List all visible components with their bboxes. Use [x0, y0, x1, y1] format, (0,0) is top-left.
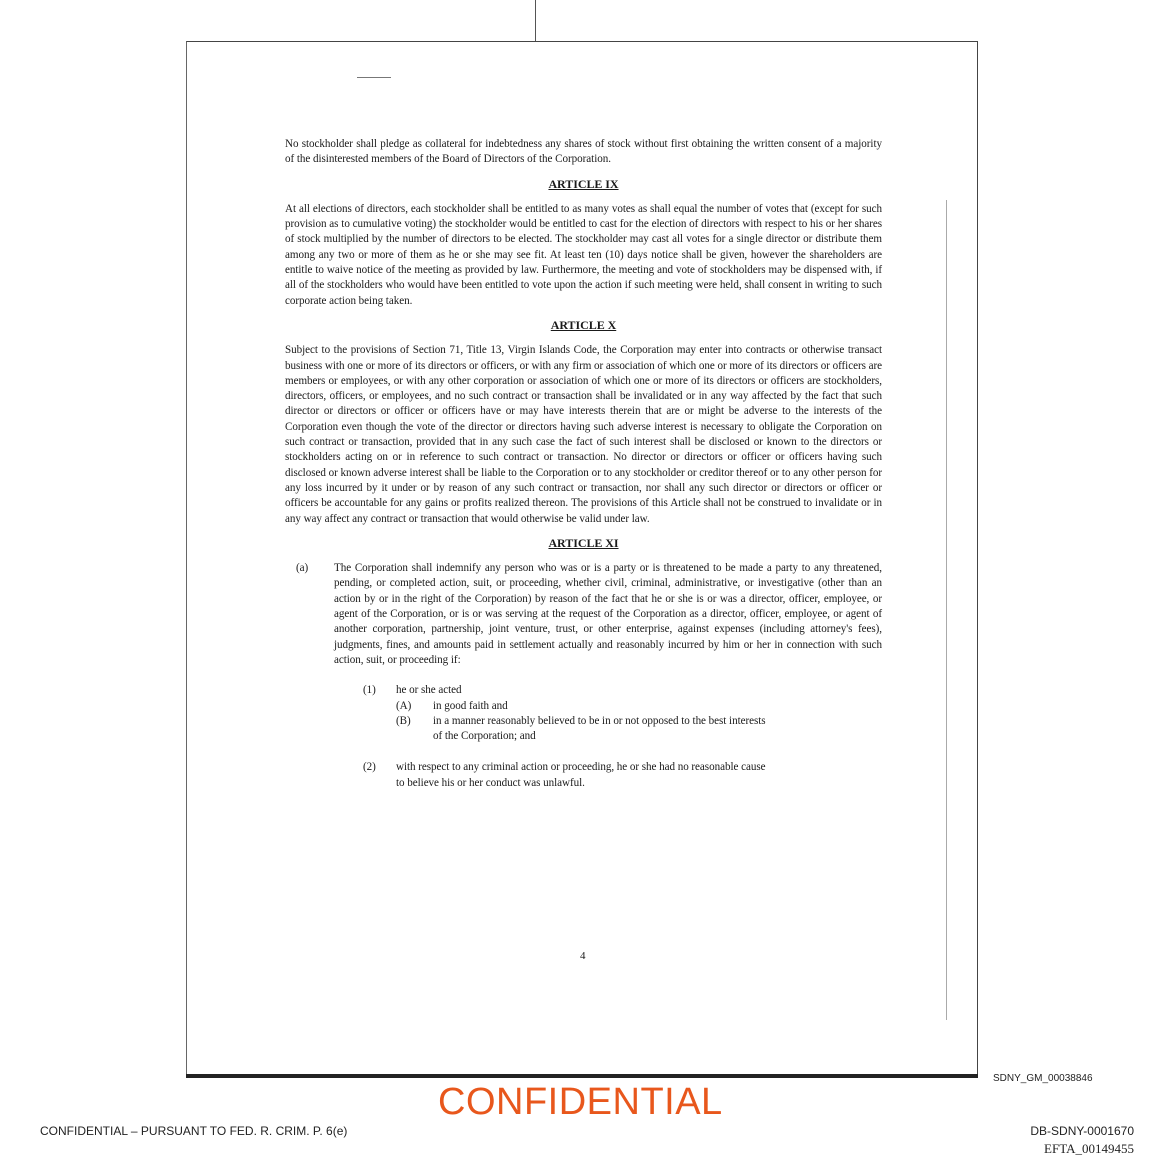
footer-confidentiality-notice: CONFIDENTIAL – PURSUANT TO FED. R. CRIM. P. 6(e) [40, 1124, 348, 1138]
paragraph-label: (a) [296, 562, 309, 575]
document-body [285, 137, 882, 791]
item-label: (1) [363, 684, 376, 697]
scan-artifact [946, 200, 947, 1020]
list-item [396, 714, 882, 745]
footer-efta-number: EFTA_00149455 [1044, 1141, 1134, 1156]
bates-stamp: SDNY_GM_00038846 [993, 1073, 1093, 1084]
list-item [363, 760, 882, 791]
page-bottom-edge [186, 1074, 978, 1078]
item-text: he or she acted [396, 684, 462, 697]
confidential-stamp: CONFIDENTIAL [438, 1081, 723, 1123]
page-number: 4 [580, 950, 586, 962]
item-label: (A) [396, 699, 412, 712]
article-x-text: Subject to the provisions of Section 71, Title 13, Virgin Islands Code, the Corporation may enter into contracts or otherwise transact business with one or more of its directors or officers, or with any firm or association of which one or more of its directors or officers are members or employees, or with any other corporation or association of which one or more of its directors or officers are stockholders, directors, officers, or employees, and no such contract or transaction shall be invalidated or in any way affected by the fact that such director or directors or officer or officers have or may have interests therein that are or might be adverse to the interests of the Corporation even though the vote of the director or directors having such adverse interest is necessary to obligate the Corporation on such contract or transaction, provided that in any such case the fact of such interest shall be disclosed or known to the directors or stockholders acting on or in reference to such contract or transaction. No director or directors or officer or officers having such disclosed or known adverse interest shall be liable to the Corporation or to any stockholder or creditor thereof or to any other person for any loss incurred by it under or by reason of any such contract or transaction, nor shall any such director or directors or officer or officers be accountable for any gains or profits realized thereon. The provisions of this Article shall not be construed to invalidate or in any way affect any contract or transaction that would otherwise be valid under law. [285, 344, 882, 525]
item-text: with respect to any criminal action or proceeding, he or she had no reasonable cause to believe his or her conduct was unlawful. [396, 761, 766, 789]
scan-artifact [357, 77, 391, 78]
footer-bates-number: DB-SDNY-0001670 [1030, 1124, 1134, 1138]
intro-paragraph: No stockholder shall pledge as collateral for indebtedness any shares of stock without first obtaining the written consent of a majority of the disinterested members of the Board of Directors of the Corporation. [285, 138, 882, 166]
item-text: in a manner reasonably believed to be in or not opposed to the best interests of the Corporation; and [433, 714, 766, 743]
article-ix-text: At all elections of directors, each stockholder shall be entitled to as many votes as shall equal the number of votes that (except for such provision as to cumulative voting) the stockholder would be entitled to cast for the election of directors with respect to his or her shares of stock multiplied by the number of directors to be elected. The stockholder may cast all votes for a single director or distribute them among any two or more of them as he or she may see fit. At least ten (10) days notice shall be given, however the shareholders are entitle to waive notice of the meeting as provided by law. Furthermore, the meeting and vote of stockholders may be dispensed with, if all of the stockholders who would have been entitled to vote upon the action if such meeting were held, shall consent in writing to such corporate action being taken. [285, 202, 882, 307]
top-divider-line [535, 0, 536, 42]
article-ix-heading: ARTICLE IX [548, 176, 619, 191]
item-label: (B) [396, 714, 411, 727]
paragraph-text: The Corporation shall indemnify any person who was or is a party or is threatened to be made a party to any threatened, pending, or completed action, suit, or proceeding, whether civil, criminal, administrative, or investigative (other than an action by or in the right of the Corporation) by reason of the fact that he or she is or was a director, officer, employee, or agent of the Corporation, or is or was serving at the request of the Corporation as a director, officer, employee, or agent of another corporation, partnership, joint venture, trust, or other enterprise, against expenses (including attorney's fees), judgments, fines, and amounts paid in settlement actually and reasonably incurred by him or her in connection with such action, suit, or proceeding if: [334, 562, 882, 666]
article-xi-paragraph-a [285, 561, 882, 668]
article-xi-heading: ARTICLE XI [548, 535, 619, 550]
list-item [363, 683, 882, 698]
item-text: in good faith and [433, 699, 508, 712]
conditions-list [363, 683, 882, 791]
list-item [396, 699, 882, 714]
article-x-heading: ARTICLE X [550, 317, 617, 332]
item-label: (2) [363, 761, 376, 774]
